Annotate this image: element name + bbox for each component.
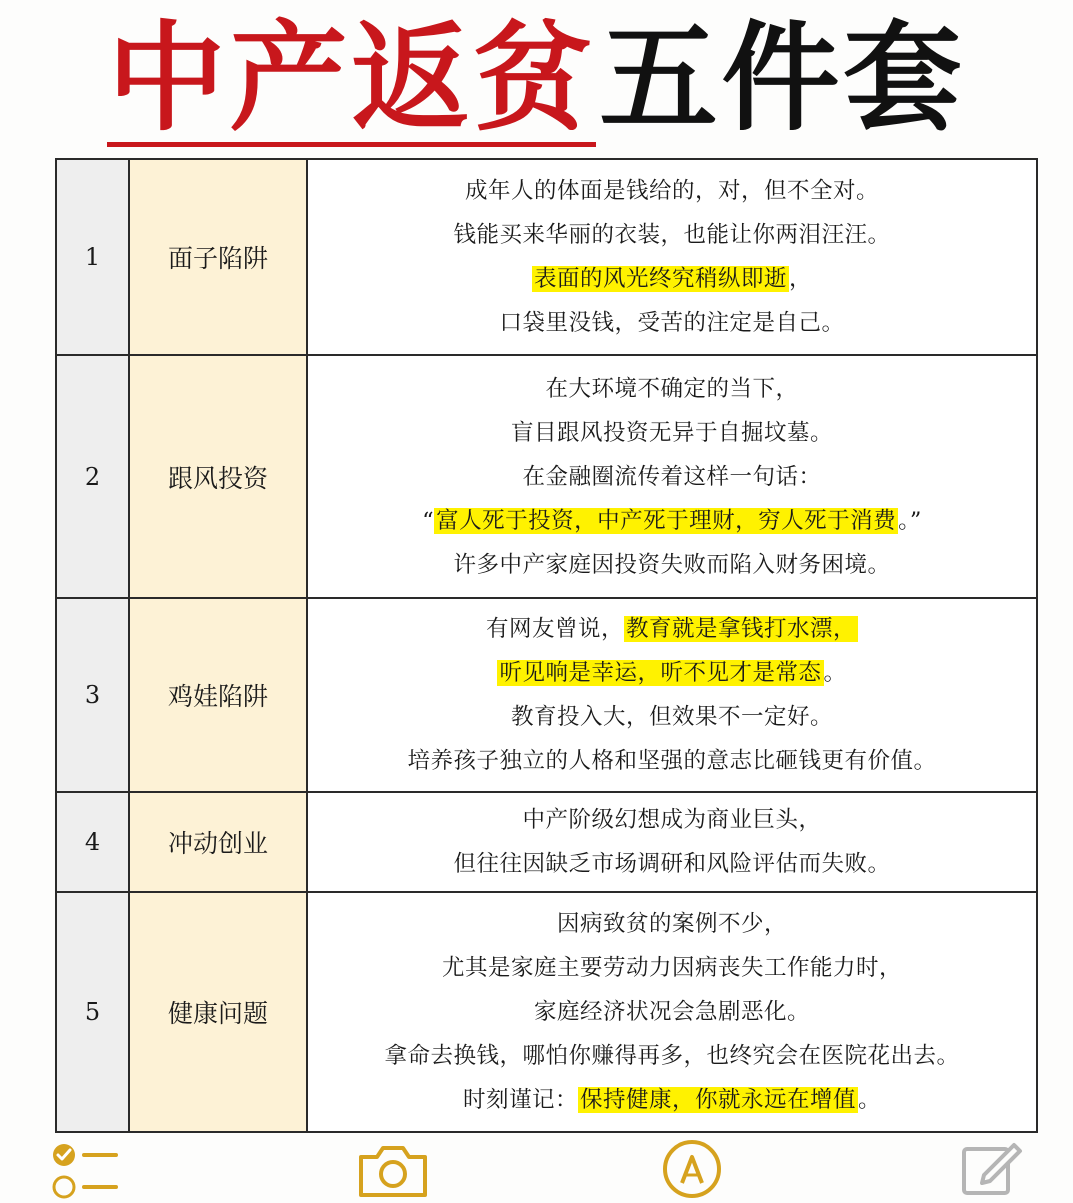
text-segment: 口袋里没钱，受苦的注定是自己。 [499, 310, 845, 336]
table-row [56, 355, 1037, 598]
row-category: 面子陷阱 [129, 159, 307, 355]
description-line [308, 367, 1036, 411]
description-line [308, 842, 1036, 886]
description-line [308, 607, 1036, 651]
camera-icon[interactable] [355, 1141, 431, 1199]
description-line [308, 543, 1036, 587]
text-segment: 钱能买来华丽的衣装，也能让你两泪汪汪。 [453, 222, 891, 248]
description-line [308, 651, 1036, 695]
text-segment: 许多中产家庭因投资失败而陷入财务困境。 [453, 551, 891, 578]
traps-table [55, 158, 1038, 1133]
table-row [56, 598, 1037, 792]
description-line [308, 257, 1036, 301]
row-description [307, 792, 1037, 892]
text-segment: 。 [858, 1087, 882, 1113]
highlighted-text: 富人死于投资，中产死于理财，穷人死于消费 [436, 507, 897, 534]
text-segment: 在大环境不确定的当下， [545, 375, 799, 402]
text-segment: 尤其是家庭主要劳动力因病丧失工作能力时， [441, 955, 902, 981]
bottom-toolbar [0, 1135, 1073, 1200]
checklist-icon[interactable] [50, 1137, 122, 1199]
markup-pen-icon[interactable] [660, 1137, 724, 1199]
row-number: 2 [56, 355, 129, 598]
description-line [308, 455, 1036, 499]
row-description [307, 598, 1037, 792]
description-line [308, 695, 1036, 739]
text-segment: ， [789, 266, 813, 292]
row-number: 4 [56, 792, 129, 892]
text-segment: 培养孩子独立的人格和坚强的意志比砸钱更有价值。 [407, 748, 937, 774]
text-segment: 时刻谨记： [462, 1087, 578, 1113]
edit-compose-icon[interactable] [958, 1137, 1024, 1199]
description-line [308, 1034, 1036, 1078]
text-segment: 中产阶级幻想成为商业巨头， [522, 807, 822, 833]
description-line [308, 946, 1036, 990]
text-segment: 。” [898, 507, 922, 534]
title-black-part: 五件套 [599, 8, 966, 147]
description-line [308, 902, 1036, 946]
text-segment: 但往往因缺乏市场调研和风险评估而失败。 [453, 851, 891, 877]
description-line [308, 798, 1036, 842]
row-description [307, 159, 1037, 355]
description-line [308, 213, 1036, 257]
text-segment: 教育投入大，但效果不一定好。 [510, 704, 833, 730]
table-row [56, 892, 1037, 1132]
text-segment: 家庭经济状况会急剧恶化。 [533, 999, 810, 1025]
text-segment: 因病致贫的案例不少， [556, 911, 787, 937]
text-segment: 。 [823, 660, 847, 686]
row-number: 5 [56, 892, 129, 1132]
row-description [307, 355, 1037, 598]
highlighted-text: 教育就是拿钱打水漂， [626, 616, 857, 642]
highlighted-text: 表面的风光终究稍纵即逝 [533, 266, 787, 292]
highlighted-text: 听见响是幸运，听不见才是常态 [499, 660, 822, 686]
text-segment: 盲目跟风投资无异于自掘坟墓。 [510, 419, 833, 446]
row-category: 冲动创业 [129, 792, 307, 892]
row-category: 鸡娃陷阱 [129, 598, 307, 792]
text-segment: 在金融圈流传着这样一句话： [522, 463, 822, 490]
description-line [308, 301, 1036, 345]
title-red-part: 中产返贫 [107, 9, 596, 147]
row-number: 3 [56, 598, 129, 792]
text-segment: 有网友曾说， [485, 616, 624, 642]
table-row [56, 159, 1037, 355]
text-segment: 成年人的体面是钱给的，对，但不全对。 [464, 178, 879, 204]
description-line [308, 499, 1036, 543]
description-line [308, 169, 1036, 213]
highlighted-text: 保持健康，你就永远在增值 [579, 1087, 856, 1113]
page-title [0, 8, 1073, 148]
description-line [308, 739, 1036, 783]
text-segment: 拿命去换钱，哪怕你赚得再多，也终究会在医院花出去。 [384, 1043, 960, 1069]
description-line [308, 990, 1036, 1034]
table-row [56, 792, 1037, 892]
description-line [308, 1078, 1036, 1122]
row-number: 1 [56, 159, 129, 355]
row-category: 健康问题 [129, 892, 307, 1132]
row-description [307, 892, 1037, 1132]
description-line [308, 411, 1036, 455]
text-segment: “ [422, 507, 435, 534]
row-category: 跟风投资 [129, 355, 307, 598]
